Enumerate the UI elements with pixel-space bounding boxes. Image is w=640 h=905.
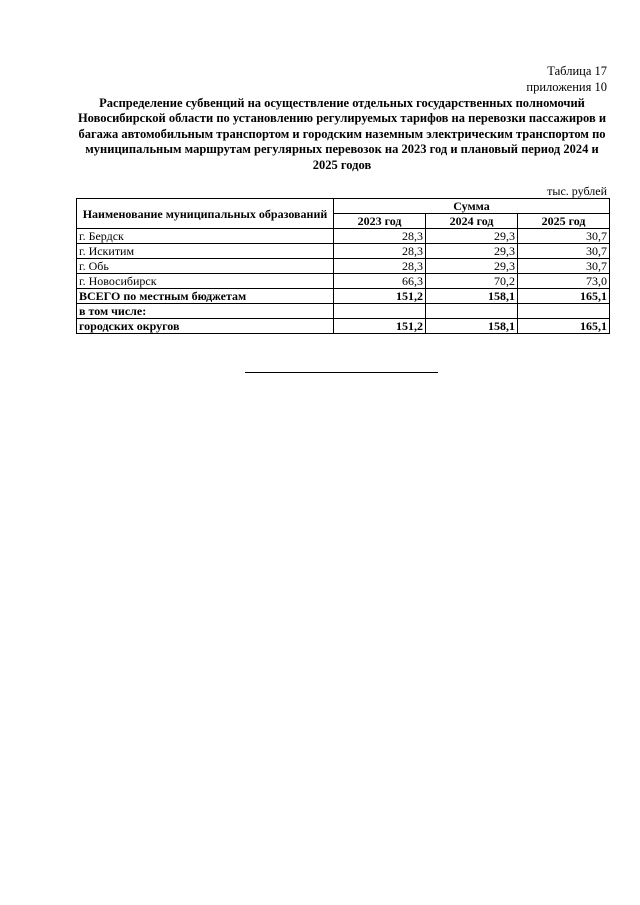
column-header-2023: 2023 год bbox=[334, 214, 426, 229]
value-2023: 28,3 bbox=[334, 244, 426, 259]
title-line: багажа автомобильным транспортом и городским наземным электрическим транспортом по bbox=[78, 126, 606, 141]
row-name: г. Искитим bbox=[77, 244, 334, 259]
value-2024: 158,1 bbox=[426, 289, 518, 304]
column-header-2024: 2024 год bbox=[426, 214, 518, 229]
row-name: г. Бердск bbox=[77, 229, 334, 244]
value-2023 bbox=[334, 304, 426, 319]
row-name: ВСЕГО по местным бюджетам bbox=[77, 289, 334, 304]
table-row-total bbox=[77, 289, 610, 304]
value-2023: 151,2 bbox=[334, 289, 426, 304]
column-header-2025: 2025 год bbox=[518, 214, 610, 229]
value-2024: 70,2 bbox=[426, 274, 518, 289]
table-row-subtotal bbox=[77, 319, 610, 334]
row-name: городских округов bbox=[77, 319, 334, 334]
table-row bbox=[77, 274, 610, 289]
value-2025: 30,7 bbox=[518, 244, 610, 259]
appendix-reference bbox=[526, 63, 607, 95]
value-2024: 29,3 bbox=[426, 259, 518, 274]
appendix-number: приложения 10 bbox=[526, 80, 607, 94]
table-row bbox=[77, 229, 610, 244]
value-2025: 73,0 bbox=[518, 274, 610, 289]
table-header-row bbox=[77, 199, 610, 214]
units-label: тыс. рублей bbox=[547, 184, 607, 198]
table-row bbox=[77, 244, 610, 259]
value-2023: 28,3 bbox=[334, 259, 426, 274]
title-line: Распределение субвенций на осуществление отдельных государственных полномочий bbox=[99, 96, 585, 110]
value-2023: 151,2 bbox=[334, 319, 426, 334]
table-number: Таблица 17 bbox=[547, 64, 607, 78]
value-2025: 30,7 bbox=[518, 259, 610, 274]
row-name: г. Новосибирск bbox=[77, 274, 334, 289]
value-2024: 29,3 bbox=[426, 229, 518, 244]
value-2023: 66,3 bbox=[334, 274, 426, 289]
column-header-sum: Сумма bbox=[334, 199, 610, 214]
row-name: в том числе: bbox=[77, 304, 334, 319]
value-2025: 30,7 bbox=[518, 229, 610, 244]
table-row-subheading bbox=[77, 304, 610, 319]
value-2024: 158,1 bbox=[426, 319, 518, 334]
value-2024: 29,3 bbox=[426, 244, 518, 259]
column-header-name: Наименование муниципальных образований bbox=[77, 199, 334, 229]
closing-rule bbox=[245, 372, 438, 373]
subventions-table bbox=[76, 198, 610, 334]
title-line: Новосибирской области по установлению регулируемых тарифов на перевозки пассажиров и bbox=[77, 111, 607, 126]
value-2025: 165,1 bbox=[518, 289, 610, 304]
document-title bbox=[76, 96, 608, 173]
value-2023: 28,3 bbox=[334, 229, 426, 244]
value-2025: 165,1 bbox=[518, 319, 610, 334]
title-line: 2025 годов bbox=[312, 157, 372, 172]
value-2024 bbox=[426, 304, 518, 319]
row-name: г. Обь bbox=[77, 259, 334, 274]
value-2025 bbox=[518, 304, 610, 319]
table-row bbox=[77, 259, 610, 274]
title-line: муниципальным маршрутам регулярных перевозок на 2023 год и плановый период 2024 и bbox=[85, 142, 599, 157]
